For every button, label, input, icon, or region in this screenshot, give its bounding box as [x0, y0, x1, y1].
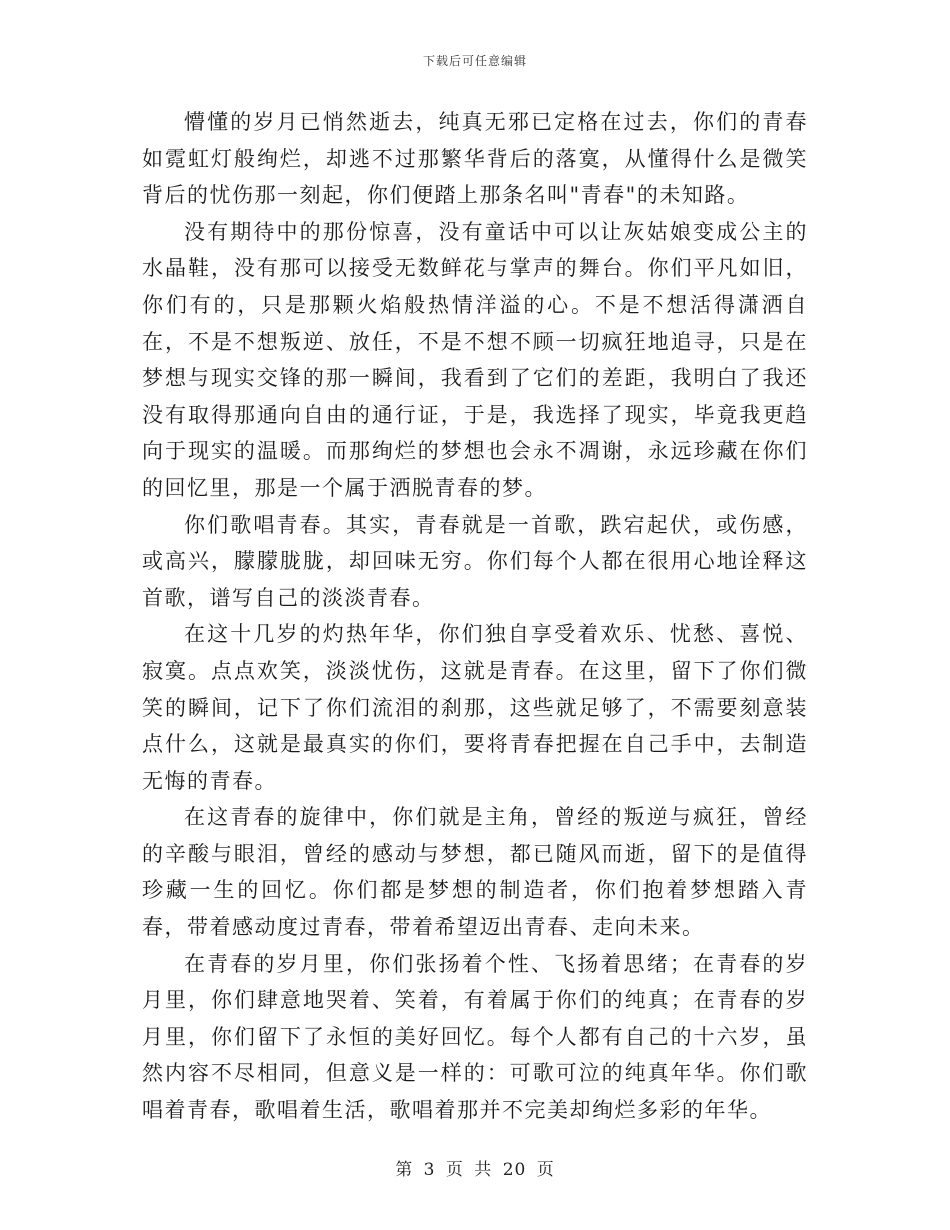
paragraph-3: 你们歌唱青春。其实，青春就是一首歌，跌宕起伏，或伤感，或高兴，朦朦胧胧，却回味无穷。你们每个人都在很用心地诠释这首歌，谱写自己的淡淡青春。	[142, 512, 808, 610]
document-body	[142, 104, 808, 1129]
paragraph-4: 在这十几岁的灼热年华，你们独自享受着欢乐、忧愁、喜悦、寂寞。点点欢笑，淡淡忧伤，这就是青春。在这里，留下了你们微笑的瞬间，记下了你们流泪的刹那，这些就足够了，不需要刻意装点什么，这就是最真实的你们，要将青春把握在自己手中，去制造无悔的青春。	[142, 622, 808, 793]
page-header: 下载后可任意编辑	[422, 54, 527, 68]
paragraph-6: 在青春的岁月里，你们张扬着个性、飞扬着思绪；在青春的岁月里，你们肆意地哭着、笑着，有着属于你们的纯真；在青春的岁月里，你们留下了永恒的美好回忆。每个人都有自己的十六岁，虽然内容不尽相同，但意义是一样的：可歌可泣的纯真年华。你们歌唱着青春，歌唱着生活，歌唱着那并不完美却绚烂多彩的年华。	[142, 951, 808, 1123]
paragraph-1: 懵懂的岁月已悄然逝去，纯真无邪已定格在过去，你们的青春如霓虹灯般绚烂，却逃不过那繁华背后的落寞，从懂得什么是微笑背后的忧伤那一刻起，你们便踏上那条名叫"青春"的未知路。	[142, 110, 808, 208]
page-footer: 第 3 页 共 20 页	[395, 1160, 555, 1180]
paragraph-5: 在这青春的旋律中，你们就是主角，曾经的叛逆与疯狂，曾经的辛酸与眼泪，曾经的感动与梦想，都已随风而逝，留下的是值得珍藏一生的回忆。你们都是梦想的制造者，你们抱着梦想踏入青春，带着感动度过青春，带着希望迈出青春、走向未来。	[142, 805, 808, 940]
paragraph-2: 没有期待中的那份惊喜，没有童话中可以让灰姑娘变成公主的水晶鞋，没有那可以接受无数鲜花与掌声的舞台。你们平凡如旧，你们有的，只是那颗火焰般热情洋溢的心。不是不想活得潇洒自在，不是不想叛逆、放任，不是不想不顾一切疯狂地追寻，只是在梦想与现实交锋的那一瞬间，我看到了它们的差距，我明白了我还没有取得那通向自由的通行证，于是，我选择了现实，毕竟我更趋向于现实的温暖。而那绚烂的梦想也会永不凋谢，永远珍藏在你们的回忆里，那是一个属于洒脱青春的梦。	[142, 219, 808, 500]
